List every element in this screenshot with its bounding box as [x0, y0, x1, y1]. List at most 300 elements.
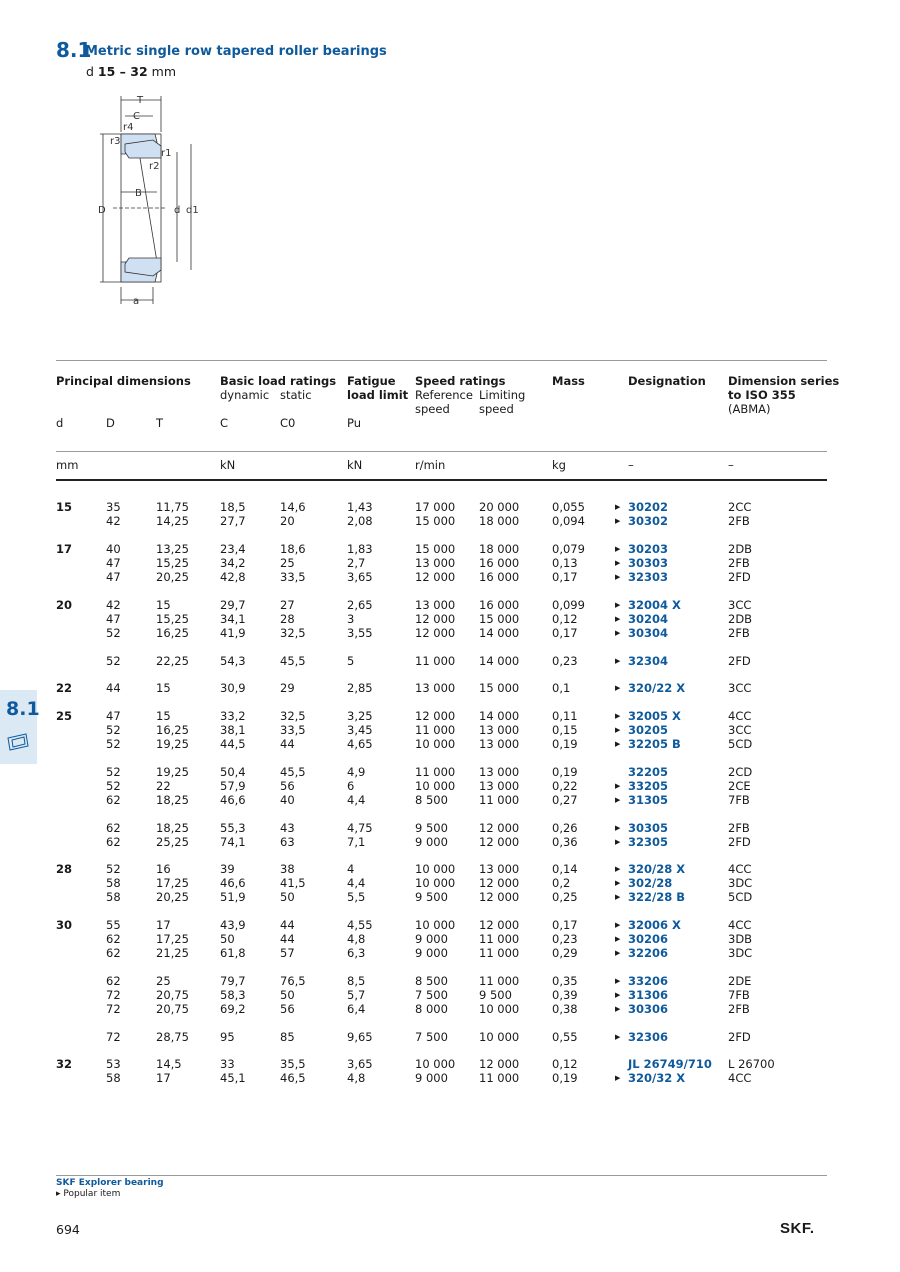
cell-ref: 8 500 [415, 793, 448, 807]
cell-lim: 12 000 [479, 890, 520, 904]
cell-des[interactable]: 32205 [628, 765, 669, 779]
cell-ref: 10 000 [415, 1057, 456, 1071]
symbol-d: d [56, 416, 64, 430]
cell-ref: 15 000 [415, 514, 456, 528]
cell-mass: 0,25 [552, 890, 578, 904]
cell-des[interactable]: JL 26749/710 [628, 1057, 712, 1071]
cell-C: 39 [220, 862, 235, 876]
cell-C: 46,6 [220, 876, 246, 890]
cell-des[interactable]: 32304 [628, 654, 669, 668]
cell-lim: 16 000 [479, 570, 520, 584]
cell-lim: 13 000 [479, 765, 520, 779]
cell-ser: 7FB [728, 988, 750, 1002]
cell-lim: 16 000 [479, 556, 520, 570]
cell-ser: 3CC [728, 723, 752, 737]
cell-Pu: 5 [347, 654, 355, 668]
header-dynamic: dynamic [220, 388, 270, 402]
popular-marker-icon: ▶ [615, 657, 621, 665]
cell-D: 72 [106, 1030, 121, 1044]
cell-C0: 25 [280, 556, 295, 570]
header-designation: Designation [628, 374, 706, 388]
cell-Pu: 4 [347, 862, 355, 876]
cell-C0: 33,5 [280, 723, 306, 737]
cell-des[interactable]: 32004 X [628, 598, 681, 612]
cell-C0: 63 [280, 835, 295, 849]
cell-C: 34,2 [220, 556, 246, 570]
header-fatigue: Fatigue load limit [347, 374, 409, 402]
label-r3: r3 [110, 136, 121, 147]
cell-des[interactable]: 32006 X [628, 918, 681, 932]
cell-d: 32 [56, 1057, 73, 1071]
cell-Pu: 8,5 [347, 974, 366, 988]
cell-mass: 0,12 [552, 612, 578, 626]
cell-des[interactable]: 30206 [628, 932, 669, 946]
cell-Pu: 4,75 [347, 821, 373, 835]
cell-mass: 0,13 [552, 556, 578, 570]
popular-marker-icon: ▸ [56, 1189, 61, 1199]
cell-C0: 18,6 [280, 542, 306, 556]
cell-Pu: 4,55 [347, 918, 373, 932]
cell-ser: 5CD [728, 737, 753, 751]
cell-D: 52 [106, 626, 121, 640]
cell-Pu: 6,4 [347, 1002, 366, 1016]
cell-T: 14,5 [156, 1057, 182, 1071]
bearing-icon [6, 732, 30, 752]
popular-marker-icon: ▶ [615, 503, 621, 511]
cell-lim: 12 000 [479, 1057, 520, 1071]
cell-ser: 2FD [728, 835, 751, 849]
cell-lim: 12 000 [479, 821, 520, 835]
cell-des[interactable]: 320/22 X [628, 681, 686, 695]
popular-marker-icon: ▶ [615, 796, 621, 804]
cell-C: 44,5 [220, 737, 246, 751]
cell-C: 74,1 [220, 835, 246, 849]
cell-T: 15 [156, 681, 171, 695]
popular-marker-icon: ▶ [615, 629, 621, 637]
cell-Pu: 1,43 [347, 500, 373, 514]
popular-marker-icon: ▶ [615, 935, 621, 943]
cell-D: 62 [106, 793, 121, 807]
cell-C: 30,9 [220, 681, 246, 695]
cell-lim: 11 000 [479, 946, 520, 960]
header-static: static [280, 388, 312, 402]
cell-D: 72 [106, 1002, 121, 1016]
cell-ref: 9 500 [415, 821, 448, 835]
popular-marker-icon: ▶ [615, 517, 621, 525]
cell-Pu: 4,65 [347, 737, 373, 751]
cell-C0: 32,5 [280, 626, 306, 640]
header-lim-speed: Limiting speed [479, 388, 526, 416]
cell-mass: 0,39 [552, 988, 578, 1002]
cell-des[interactable]: 320/32 X [628, 1071, 686, 1085]
cell-C0: 45,5 [280, 654, 306, 668]
cell-Pu: 4,8 [347, 932, 366, 946]
popular-marker-icon: ▶ [615, 740, 621, 748]
popular-marker-icon: ▶ [615, 573, 621, 581]
cell-D: 53 [106, 1057, 121, 1071]
popular-marker-icon: ▶ [615, 991, 621, 999]
cell-T: 13,25 [156, 542, 189, 556]
cell-ser: 2FB [728, 556, 750, 570]
unit-designation: – [628, 458, 634, 472]
cell-des[interactable]: 32005 X [628, 709, 681, 723]
cell-ref: 12 000 [415, 570, 456, 584]
popular-marker-icon: ▶ [615, 921, 621, 929]
cell-mass: 0,11 [552, 709, 578, 723]
cell-mass: 0,36 [552, 835, 578, 849]
cell-T: 20,75 [156, 1002, 189, 1016]
cell-T: 15 [156, 709, 171, 723]
cell-C: 54,3 [220, 654, 246, 668]
cell-ser: 3DB [728, 932, 753, 946]
cell-ser: 3CC [728, 681, 752, 695]
cell-Pu: 5,7 [347, 988, 366, 1002]
cell-des[interactable]: 33205 [628, 779, 669, 793]
cell-mass: 0,22 [552, 779, 578, 793]
cell-T: 21,25 [156, 946, 189, 960]
cell-mass: 0,17 [552, 626, 578, 640]
cell-Pu: 3,65 [347, 1057, 373, 1071]
cell-C0: 50 [280, 988, 295, 1002]
cell-D: 42 [106, 598, 121, 612]
popular-marker-icon: ▶ [615, 1033, 621, 1041]
cell-ser: 2FD [728, 570, 751, 584]
cell-ser: 2FB [728, 821, 750, 835]
cell-des[interactable]: 30204 [628, 612, 669, 626]
cell-C0: 56 [280, 779, 295, 793]
cell-C0: 28 [280, 612, 295, 626]
cell-D: 52 [106, 723, 121, 737]
cell-des[interactable]: 30304 [628, 626, 669, 640]
bearing-section-drawing [95, 92, 205, 312]
cell-d: 17 [56, 542, 73, 556]
cell-ser: 2FD [728, 1030, 751, 1044]
cell-ref: 11 000 [415, 723, 456, 737]
cell-C0: 50 [280, 890, 295, 904]
cell-ser: 4CC [728, 1071, 752, 1085]
cell-ser: 4CC [728, 709, 752, 723]
cell-lim: 11 000 [479, 1071, 520, 1085]
popular-marker-icon: ▶ [615, 559, 621, 567]
cell-mass: 0,2 [552, 876, 571, 890]
cell-D: 72 [106, 988, 121, 1002]
popular-marker-icon: ▶ [615, 865, 621, 873]
cell-lim: 13 000 [479, 779, 520, 793]
cell-ser: L 26700 [728, 1057, 775, 1071]
label-r4: r4 [123, 122, 134, 133]
cell-d: 22 [56, 681, 73, 695]
cell-lim: 14 000 [479, 709, 520, 723]
popular-marker-icon: ▶ [615, 684, 621, 692]
cell-T: 18,25 [156, 821, 189, 835]
cell-D: 35 [106, 500, 121, 514]
cell-C: 50 [220, 932, 235, 946]
cell-ref: 9 500 [415, 890, 448, 904]
cell-Pu: 2,65 [347, 598, 373, 612]
cell-d: 20 [56, 598, 73, 612]
label-d: d [174, 205, 181, 216]
cell-ser: 5CD [728, 890, 753, 904]
cell-ref: 9 000 [415, 835, 448, 849]
cell-Pu: 2,85 [347, 681, 373, 695]
label-a: a [133, 296, 140, 307]
cell-ser: 3DC [728, 946, 753, 960]
header-ref-speed: Reference speed [415, 388, 473, 416]
popular-marker-icon: ▶ [615, 893, 621, 901]
unit-kn-rating: kN [220, 458, 236, 472]
cell-C0: 14,6 [280, 500, 306, 514]
cell-T: 16,25 [156, 723, 189, 737]
cell-lim: 18 000 [479, 514, 520, 528]
cell-Pu: 7,1 [347, 835, 366, 849]
cell-des[interactable]: 32305 [628, 835, 669, 849]
cell-D: 52 [106, 779, 121, 793]
cell-des[interactable]: 322/28 B [628, 890, 685, 904]
unit-mm: mm [56, 458, 79, 472]
cell-des[interactable]: 32303 [628, 570, 669, 584]
cell-C0: 41,5 [280, 876, 306, 890]
popular-marker-icon: ▶ [615, 712, 621, 720]
header-basic: Basic load ratings dynamic [220, 374, 337, 402]
cell-Pu: 3,55 [347, 626, 373, 640]
cell-C0: 40 [280, 793, 295, 807]
popular-marker-icon: ▶ [615, 949, 621, 957]
cell-C0: 56 [280, 1002, 295, 1016]
cell-Pu: 6 [347, 779, 355, 793]
cell-ref: 9 000 [415, 932, 448, 946]
cell-lim: 12 000 [479, 918, 520, 932]
cell-C0: 44 [280, 737, 295, 751]
cell-des[interactable]: 32205 B [628, 737, 681, 751]
cell-lim: 9 500 [479, 988, 512, 1002]
cell-lim: 15 000 [479, 612, 520, 626]
cell-D: 58 [106, 1071, 121, 1085]
popular-marker-icon: ▶ [615, 1005, 621, 1013]
cell-des[interactable]: 30303 [628, 556, 669, 570]
cell-C: 41,9 [220, 626, 246, 640]
cell-C: 95 [220, 1030, 235, 1044]
cell-D: 52 [106, 765, 121, 779]
cell-Pu: 2,08 [347, 514, 373, 528]
cell-C: 23,4 [220, 542, 246, 556]
cell-C: 57,9 [220, 779, 246, 793]
cell-D: 47 [106, 709, 121, 723]
cell-mass: 0,079 [552, 542, 585, 556]
symbol-D: D [106, 416, 115, 430]
label-d1: d1 [186, 205, 199, 216]
unit-rmin: r/min [415, 458, 446, 472]
cell-ref: 13 000 [415, 598, 456, 612]
cell-ser: 4CC [728, 862, 752, 876]
cell-ref: 12 000 [415, 612, 456, 626]
cell-des[interactable]: 31306 [628, 988, 669, 1002]
cell-lim: 14 000 [479, 654, 520, 668]
cell-ref: 10 000 [415, 737, 456, 751]
cell-des[interactable]: 30302 [628, 514, 669, 528]
cell-ref: 13 000 [415, 681, 456, 695]
cell-ser: 2CC [728, 500, 752, 514]
footer-rule [56, 1175, 827, 1176]
label-D: D [98, 205, 106, 216]
cell-Pu: 2,7 [347, 556, 366, 570]
header-principal: Principal dimensions [56, 374, 191, 388]
label-r2: r2 [149, 161, 160, 172]
unit-kg: kg [552, 458, 566, 472]
cell-mass: 0,099 [552, 598, 585, 612]
cell-ser: 7FB [728, 793, 750, 807]
symbol-C0: C0 [280, 416, 296, 430]
cell-mass: 0,27 [552, 793, 578, 807]
cell-ser: 2FB [728, 514, 750, 528]
cell-des[interactable]: 30202 [628, 500, 669, 514]
cell-Pu: 5,5 [347, 890, 366, 904]
cell-T: 22 [156, 779, 171, 793]
cell-mass: 0,55 [552, 1030, 578, 1044]
cell-d: 15 [56, 500, 73, 514]
cell-T: 15 [156, 598, 171, 612]
cell-des[interactable]: 30305 [628, 821, 669, 835]
popular-marker-icon: ▶ [615, 782, 621, 790]
cell-C0: 33,5 [280, 570, 306, 584]
cell-lim: 13 000 [479, 862, 520, 876]
table-top-rule [56, 360, 827, 361]
cell-C0: 20 [280, 514, 295, 528]
popular-marker-icon: ▶ [615, 879, 621, 887]
cell-ref: 12 000 [415, 709, 456, 723]
cell-T: 20,25 [156, 890, 189, 904]
side-tab-label: 8.1 [6, 698, 40, 720]
label-r1: r1 [161, 148, 172, 159]
cell-C0: 38 [280, 862, 295, 876]
bore-symbol: d [86, 64, 94, 79]
cell-Pu: 3,65 [347, 570, 373, 584]
cell-ser: 2CD [728, 765, 753, 779]
cell-d: 30 [56, 918, 73, 932]
cell-des[interactable]: 320/28 X [628, 862, 686, 876]
cell-ref: 10 000 [415, 876, 456, 890]
cell-lim: 11 000 [479, 793, 520, 807]
cell-T: 17,25 [156, 876, 189, 890]
label-C: C [133, 111, 140, 122]
cell-mass: 0,29 [552, 946, 578, 960]
cell-T: 22,25 [156, 654, 189, 668]
cell-Pu: 4,4 [347, 793, 366, 807]
cell-lim: 10 000 [479, 1030, 520, 1044]
cell-Pu: 6,3 [347, 946, 366, 960]
cell-T: 15,25 [156, 612, 189, 626]
cell-mass: 0,14 [552, 862, 578, 876]
cell-Pu: 4,9 [347, 765, 366, 779]
bore-range [86, 64, 176, 79]
cell-C: 33 [220, 1057, 235, 1071]
cell-T: 19,25 [156, 765, 189, 779]
cell-T: 25,25 [156, 835, 189, 849]
cell-D: 62 [106, 835, 121, 849]
cell-des[interactable]: 33206 [628, 974, 669, 988]
page-title: Metric single row tapered roller bearings [85, 44, 387, 59]
cell-C: 61,8 [220, 946, 246, 960]
cell-C: 42,8 [220, 570, 246, 584]
header-dimension-series: Dimension series to ISO 355 (ABMA) [728, 374, 840, 416]
cell-T: 11,75 [156, 500, 189, 514]
cell-D: 62 [106, 974, 121, 988]
cell-des[interactable]: 31305 [628, 793, 669, 807]
cell-des[interactable]: 32306 [628, 1030, 669, 1044]
cell-T: 19,25 [156, 737, 189, 751]
cell-lim: 15 000 [479, 681, 520, 695]
cell-C0: 44 [280, 932, 295, 946]
cell-T: 20,25 [156, 570, 189, 584]
cell-mass: 0,23 [552, 654, 578, 668]
label-B: B [135, 188, 142, 199]
popular-marker-icon: ▶ [615, 977, 621, 985]
cell-C: 50,4 [220, 765, 246, 779]
cell-lim: 11 000 [479, 974, 520, 988]
popular-note [56, 1189, 120, 1199]
header-mass: Mass [552, 374, 585, 388]
cell-T: 14,25 [156, 514, 189, 528]
cell-lim: 18 000 [479, 542, 520, 556]
cell-mass: 0,23 [552, 932, 578, 946]
popular-marker-icon: ▶ [615, 615, 621, 623]
header-rule [56, 451, 827, 452]
cell-des[interactable]: 30203 [628, 542, 669, 556]
cell-ser: 2FB [728, 626, 750, 640]
bore-unit: mm [151, 64, 177, 79]
cell-ser: 2CE [728, 779, 751, 793]
cell-Pu: 9,65 [347, 1030, 373, 1044]
cell-des[interactable]: 32206 [628, 946, 669, 960]
popular-marker-icon: ▶ [615, 726, 621, 734]
cell-Pu: 3,25 [347, 709, 373, 723]
cell-T: 16,25 [156, 626, 189, 640]
cell-D: 44 [106, 681, 121, 695]
cell-C: 38,1 [220, 723, 246, 737]
cell-des[interactable]: 30205 [628, 723, 669, 737]
popular-marker-icon: ▶ [615, 838, 621, 846]
cell-lim: 11 000 [479, 932, 520, 946]
page-number: 694 [56, 1222, 80, 1237]
cell-ser: 2FB [728, 1002, 750, 1016]
cell-des[interactable]: 302/28 [628, 876, 673, 890]
units-rule [56, 479, 827, 481]
header-speed: Speed ratings Reference speed [415, 374, 506, 416]
cell-ref: 10 000 [415, 862, 456, 876]
cell-T: 17,25 [156, 932, 189, 946]
cell-mass: 0,17 [552, 918, 578, 932]
cell-D: 62 [106, 946, 121, 960]
cell-ref: 8 500 [415, 974, 448, 988]
cell-ref: 11 000 [415, 765, 456, 779]
popular-marker-icon: ▶ [615, 824, 621, 832]
cell-D: 52 [106, 654, 121, 668]
cell-mass: 0,094 [552, 514, 585, 528]
cell-C: 29,7 [220, 598, 246, 612]
cell-des[interactable]: 30306 [628, 1002, 669, 1016]
cell-Pu: 3 [347, 612, 355, 626]
unit-series: – [728, 458, 734, 472]
popular-marker-icon: ▶ [615, 1074, 621, 1082]
cell-C0: 27 [280, 598, 295, 612]
cell-T: 28,75 [156, 1030, 189, 1044]
cell-C0: 35,5 [280, 1057, 306, 1071]
cell-D: 47 [106, 556, 121, 570]
popular-marker-icon: ▶ [615, 545, 621, 553]
cell-T: 17 [156, 918, 171, 932]
cell-lim: 13 000 [479, 723, 520, 737]
cell-d: 28 [56, 862, 73, 876]
cell-Pu: 4,4 [347, 876, 366, 890]
